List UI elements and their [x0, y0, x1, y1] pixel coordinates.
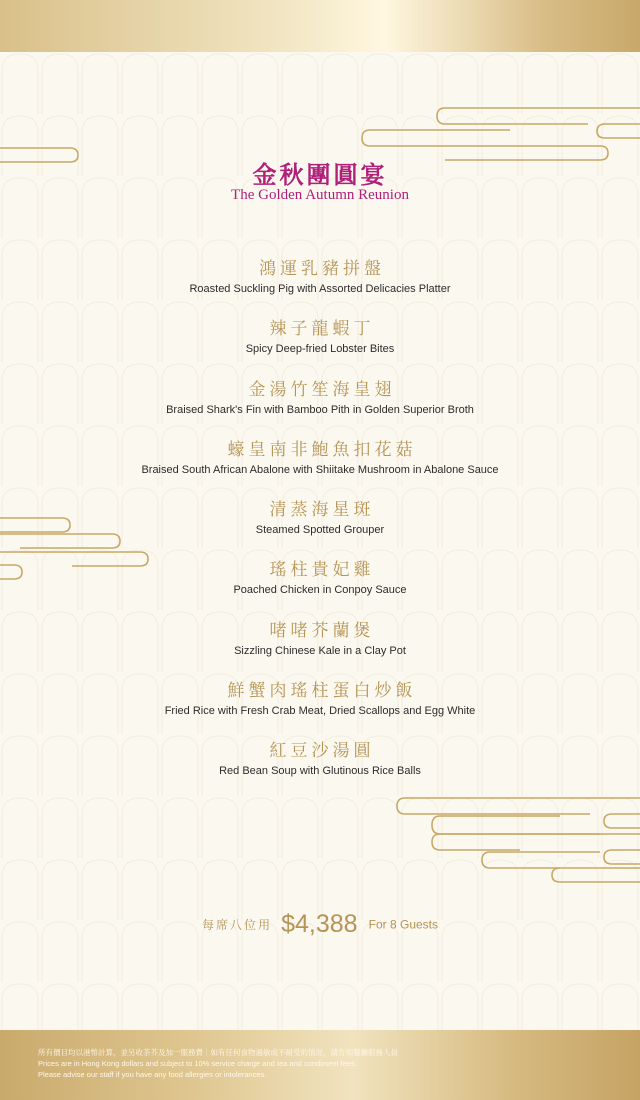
dish-item: [0, 498, 640, 558]
dish-name-english: Poached Chicken in Conpoy Sauce: [233, 584, 407, 597]
dish-item: [0, 317, 640, 377]
dish-item: [0, 739, 640, 799]
dish-item: [0, 438, 640, 498]
dish-item: [0, 378, 640, 438]
price-line: [0, 910, 640, 939]
dish-name-english: Sizzling Chinese Kale in a Clay Pot: [234, 644, 406, 657]
dish-name-chinese: 蠔皇南非鮑魚扣花菇: [227, 439, 417, 460]
dish-name-english: Red Bean Soup with Glutinous Rice Balls: [219, 765, 421, 778]
price-label-chinese: 每席八位用: [201, 918, 272, 932]
dish-name-english: Spicy Deep-fried Lobster Bites: [245, 343, 395, 356]
footer-note-allergies: Please advise our staff if you have any food allergies or intolerances.: [38, 1070, 267, 1079]
dish-name-chinese: 金湯竹笙海皇翅: [248, 379, 396, 400]
dish-name-chinese: 紅豆沙湯圓: [269, 741, 375, 762]
dish-name-english: Fried Rice with Fresh Crab Meat, Dried Scallops and Egg White: [164, 705, 476, 718]
footer-note-chinese: 所有價目均以港幣計算，並另收茶芥及加一服務費｜如有任何食物過敏或不耐受的情況，請告知餐廳服務人員: [38, 1048, 398, 1057]
dish-item: [0, 619, 640, 679]
dish-item: [0, 558, 640, 618]
dish-name-chinese: 鮮蟹肉瑤柱蛋白炒飯: [227, 681, 417, 702]
menu-title-english: The Golden Autumn Reunion: [231, 187, 409, 203]
dish-item: [0, 257, 640, 317]
top-gold-band: [0, 0, 640, 52]
menu-title-chinese: 金秋團圓宴: [252, 160, 388, 189]
dish-name-chinese: 辣子龍蝦丁: [269, 319, 375, 340]
dish-name-chinese: 瑤柱貴妃雞: [269, 560, 375, 581]
footer-note-prices: Prices are in Hong Kong dollars and subject to 10% service charge and tea and condiment fees.: [38, 1059, 357, 1068]
price-amount: $4,388: [281, 910, 358, 938]
dish-list: [0, 257, 640, 800]
dish-name-english: Braised South African Abalone with Shiitake Mushroom in Abalone Sauce: [141, 463, 499, 476]
dish-name-chinese: 啫啫芥蘭煲: [269, 620, 375, 641]
dish-item: [0, 679, 640, 739]
dish-name-english: Steamed Spotted Grouper: [255, 524, 385, 537]
dish-name-english: Roasted Suckling Pig with Assorted Delicacies Platter: [189, 283, 451, 295]
dish-name-chinese: 清蒸海星斑: [269, 500, 375, 521]
price-label-english: For 8 Guests: [368, 917, 439, 932]
dish-name-english: Braised Shark's Fin with Bamboo Pith in Golden Superior Broth: [166, 403, 474, 416]
dish-name-chinese: 鴻運乳豬拼盤: [259, 259, 385, 279]
footer-notes: [38, 1047, 608, 1080]
